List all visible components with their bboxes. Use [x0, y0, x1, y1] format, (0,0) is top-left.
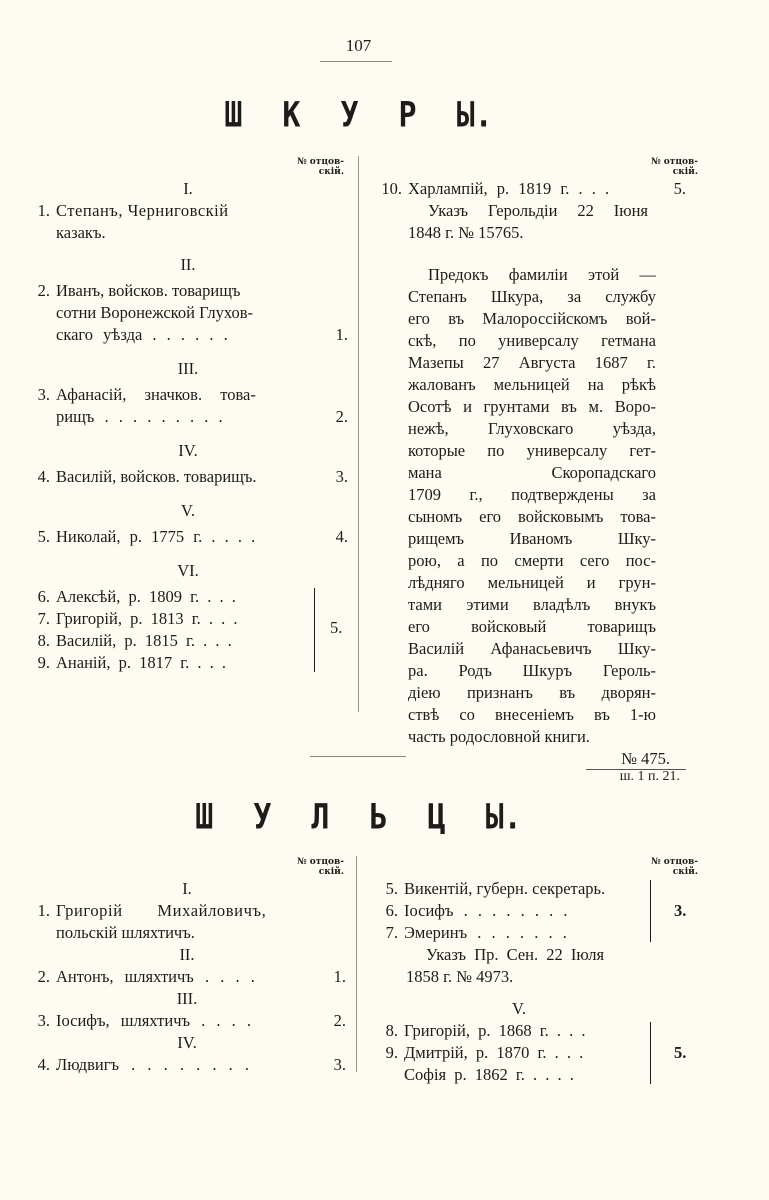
title-letter: Ы.: [485, 797, 522, 838]
entry-number: 6.: [385, 901, 398, 920]
header-line: скій.: [318, 867, 344, 877]
column-header-right: [630, 157, 698, 177]
history-line: которые по универсалу гет-: [408, 441, 656, 460]
generation-heading: I.: [182, 879, 192, 898]
column-header-right: [630, 857, 698, 877]
entry-line: польскій шляхтичъ.: [56, 923, 195, 942]
patronymic-ref: 2.: [333, 1011, 346, 1030]
genealogy-entry: [28, 384, 348, 428]
grouping-brace: [310, 588, 315, 672]
entry-number-empty: [384, 1064, 398, 1086]
entry-number: 3.: [37, 1011, 50, 1030]
grouping-brace: [646, 880, 651, 942]
patronymic-ref: 2.: [335, 407, 348, 426]
generation-heading: V.: [181, 501, 195, 520]
header-line: скій.: [672, 167, 698, 177]
entry-text: Василій, войсков. товарищъ.: [56, 467, 257, 486]
entry-number: 8.: [37, 631, 50, 650]
history-line: ра. Родъ Шкуръ Героль-: [408, 661, 656, 680]
header-line: скій.: [672, 867, 698, 877]
genealogy-entry: [28, 608, 348, 630]
genealogy-entry: [28, 200, 348, 244]
entry-text: Григорій, р. 1868 г. . . .: [404, 1021, 586, 1040]
ukaz-note-cont: [384, 966, 698, 988]
title-letter: У: [340, 95, 359, 136]
entry-group: [28, 586, 348, 674]
generation-heading: III.: [177, 359, 199, 378]
family-history-paragraph: [378, 264, 656, 748]
entry-number: 7.: [37, 609, 50, 628]
entry-number: 4.: [37, 1055, 50, 1074]
history-line: лѣдняго мельницей и грун-: [408, 573, 656, 592]
genealogy-entry: [28, 280, 348, 346]
section-title-shkury: [0, 95, 717, 135]
patronymic-ref: 5.: [330, 618, 343, 637]
record-number: № 475.: [621, 749, 670, 768]
generation-heading: IV.: [177, 1033, 197, 1052]
history-line: рою, а по смерти сего пос-: [408, 551, 656, 570]
entry-text: Григорій, р. 1813 г. . . .: [56, 609, 238, 628]
title-letter: Л: [311, 797, 330, 838]
title-letter: У: [253, 797, 272, 838]
entry-line: Григорій Михайловичъ,: [56, 901, 267, 920]
ukaz-note: [384, 944, 698, 966]
header-line: № отцов-: [296, 857, 344, 867]
section-title-shultsy: [0, 797, 717, 837]
title-letter: Ш: [224, 95, 243, 136]
entry-number: 2.: [37, 281, 50, 300]
entry-line: рищъ . . . . . . . . .: [56, 407, 223, 426]
history-line: мана Скоропадскаго: [408, 463, 656, 482]
section-separator: [310, 756, 406, 757]
ukaz-line: Указъ Герольдіи 22 Іюня: [428, 201, 648, 220]
entry-line: казакъ.: [56, 223, 106, 242]
entry-number: 3.: [37, 385, 50, 404]
history-line: сыномъ его войсковымъ това-: [408, 507, 656, 526]
generation-heading: IV.: [178, 441, 198, 460]
genealogy-entry: [28, 466, 348, 488]
column-divider: [358, 156, 359, 712]
patronymic-ref: 1.: [333, 967, 346, 986]
genealogy-entry: [28, 966, 346, 988]
entry-number: 1.: [37, 901, 50, 920]
shultsy-right-column: [384, 878, 698, 1086]
generation-heading: V.: [512, 999, 526, 1018]
entry-number: 5.: [37, 527, 50, 546]
entry-line: Иванъ, войсков. товарищъ: [56, 281, 241, 300]
ukaz-line: 1848 г. № 15765.: [408, 223, 524, 242]
shkury-left-column: [28, 178, 348, 674]
entry-text: Николай, р. 1775 г. . . . .: [56, 527, 256, 546]
header-line: № отцов-: [650, 157, 698, 167]
entry-number: 2.: [37, 967, 50, 986]
entry-text: Антонъ, шляхтичъ . . . .: [56, 967, 255, 986]
entry-number: 7.: [385, 923, 398, 942]
ukaz-note-cont: [378, 222, 698, 244]
shultsy-left-column: [28, 878, 346, 1076]
history-line: Предокъ фамиліи этой —: [428, 265, 656, 284]
patronymic-ref: 4.: [335, 527, 348, 546]
title-letter: Ь: [369, 797, 388, 838]
patronymic-ref: 3.: [674, 901, 687, 920]
genealogy-entry: [28, 1010, 346, 1032]
genealogy-entry: [28, 1054, 346, 1076]
title-letter: К: [282, 95, 301, 136]
archive-citation: ш. 1 п. 21.: [619, 769, 680, 784]
entry-number: 5.: [385, 879, 398, 898]
entry-text: Викентій, губерн. секретарь.: [404, 879, 606, 898]
entry-group: [384, 1020, 698, 1086]
genealogy-entry: [28, 586, 348, 608]
grouping-brace: [646, 1022, 651, 1084]
entry-number: 8.: [385, 1021, 398, 1040]
entry-text: Алексѣй, р. 1809 г. . . .: [56, 587, 236, 606]
entry-text: Людвигъ . . . . . . . .: [56, 1055, 249, 1074]
entry-text: [56, 384, 348, 428]
generation-heading: III.: [176, 989, 198, 1008]
patronymic-ref: 5.: [673, 179, 686, 198]
genealogy-entry: [28, 652, 348, 674]
patronymic-ref: 1.: [335, 325, 348, 344]
history-line: его въ Малороссійскомъ вой-: [408, 309, 656, 328]
entry-text: Харлампій, р. 1819 г. . . .: [408, 179, 610, 198]
entry-group: [384, 878, 698, 944]
title-letter: Р: [398, 95, 417, 136]
entry-number: 10.: [381, 179, 402, 198]
header-line: скій.: [318, 167, 344, 177]
entry-number: 1.: [37, 201, 50, 220]
history-line: скѣ, по универсалу гетмана: [408, 331, 656, 350]
shkury-right-column: [378, 178, 698, 792]
entry-text: Іосифъ, шляхтичъ . . . .: [56, 1011, 252, 1030]
entry-number: 9.: [385, 1043, 398, 1062]
ukaz-line: 1858 г. № 4973.: [406, 967, 514, 986]
generation-heading: II.: [180, 255, 196, 274]
column-header-left: [280, 157, 344, 177]
entry-text: Василій, р. 1815 г. . . .: [56, 631, 232, 650]
history-line: Осотѣ и грунтами въ м. Воро-: [408, 397, 656, 416]
record-reference: [378, 748, 698, 792]
history-line: его войсковый товарищъ: [408, 617, 656, 636]
page-number-rule: [320, 61, 392, 62]
header-line: № отцов-: [650, 857, 698, 867]
entry-number: 6.: [37, 587, 50, 606]
entry-text: Ананій, р. 1817 г. . . .: [56, 653, 226, 672]
history-line: Степанъ Шкура, за службу: [408, 287, 656, 306]
entry-text: Софія р. 1862 г. . . . .: [404, 1065, 574, 1084]
entry-text: Эмеринъ . . . . . . .: [404, 923, 567, 942]
column-divider: [356, 856, 357, 1072]
generation-heading: II.: [179, 945, 195, 964]
entry-number: 4.: [37, 467, 50, 486]
patronymic-ref: 5.: [674, 1043, 687, 1062]
genealogy-entry: [28, 630, 348, 652]
history-line: Мазепы 27 Августа 1687 г.: [408, 353, 656, 372]
title-letter: Ы.: [456, 95, 493, 136]
header-line: № отцов-: [296, 157, 344, 167]
ukaz-line: Указъ Пр. Сен. 22 Іюля: [426, 945, 605, 964]
generation-heading: VI.: [177, 561, 199, 580]
history-line: ствѣ со внесеніемъ въ 1-ю: [408, 705, 656, 724]
entry-line: Афанасій, значков. това-: [56, 385, 256, 404]
entry-line: Степанъ, Черниговскій: [56, 201, 229, 220]
genealogy-entry: [28, 526, 348, 548]
history-line: діею признанъ въ дворян-: [408, 683, 656, 702]
patronymic-ref: 3.: [333, 1055, 346, 1074]
history-line: 1709 г., подтверждены за: [408, 485, 656, 504]
entry-line: сотни Воронежской Глухов-: [56, 303, 254, 322]
generation-heading: I.: [183, 179, 193, 198]
entry-number: 9.: [37, 653, 50, 672]
entry-text: [56, 900, 346, 944]
history-line: рищемъ Иваномъ Шку-: [408, 529, 656, 548]
entry-text: Дмитрій, р. 1870 г. . . .: [404, 1043, 584, 1062]
entry-text: [56, 200, 348, 244]
title-letter: Ц: [427, 797, 446, 838]
history-line: Василій Афанасьевичъ Шку-: [408, 639, 656, 658]
column-header-left: [280, 857, 344, 877]
history-line: жалованъ мельницей на рѣкѣ: [408, 375, 656, 394]
history-line: часть родословной книги.: [408, 727, 590, 746]
entry-line: скаго уѣзда . . . . . .: [56, 325, 228, 344]
history-line: нежѣ, Глуховскаго уѣзда,: [408, 419, 656, 438]
page-number: 107: [345, 36, 372, 55]
genealogy-entry: [378, 178, 698, 200]
ukaz-note: [378, 200, 648, 222]
entry-text: Іосифъ . . . . . . . .: [404, 901, 568, 920]
genealogy-entry: [28, 900, 346, 944]
history-line: тами этими владѣлъ внукъ: [408, 595, 656, 614]
entry-text: [56, 280, 348, 346]
title-letter: Ш: [195, 797, 214, 838]
patronymic-ref: 3.: [335, 467, 348, 486]
